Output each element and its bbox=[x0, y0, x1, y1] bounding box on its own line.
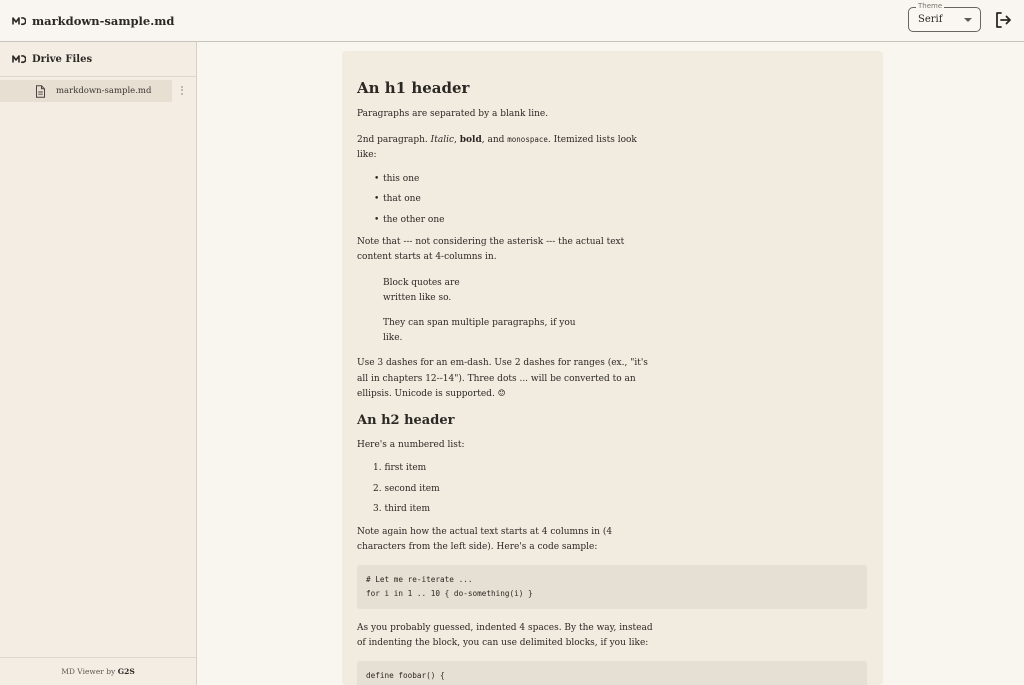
sidebar-title: Drive Files bbox=[32, 53, 93, 65]
document-icon bbox=[35, 85, 46, 98]
md-logo-icon bbox=[12, 16, 26, 26]
list-item: 1. first item bbox=[373, 463, 427, 474]
sidebar-item-markdown-sample[interactable] bbox=[0, 80, 172, 102]
sidebar bbox=[0, 42, 197, 685]
paragraph-3: Note that --- not considering the asterisk --- the actual text content starts at 4-columns in. bbox=[357, 237, 625, 263]
quote-paragraph: They can span multiple paragraphs, if you like. bbox=[383, 317, 576, 344]
paragraph-1: Paragraphs are separated by a blank line. bbox=[357, 109, 549, 119]
list-item: • this one bbox=[383, 174, 868, 184]
sidebar-header bbox=[0, 42, 196, 77]
footer-brand: G2S bbox=[117, 667, 135, 676]
list-item: • the other one bbox=[383, 215, 868, 225]
top-bar bbox=[0, 0, 1024, 42]
quote-paragraph: Block quotes are written like so. bbox=[383, 277, 460, 303]
list-item: 2. second item bbox=[373, 483, 440, 494]
code-block: define foobar() { bbox=[357, 661, 867, 685]
sidebar-footer bbox=[0, 657, 196, 685]
paragraph-5: Here's a numbered list: bbox=[357, 439, 465, 450]
more-vertical-icon[interactable] bbox=[179, 84, 185, 98]
chevron-down-icon bbox=[964, 18, 972, 22]
list-item: 3. third item bbox=[373, 504, 431, 515]
bold-text: bold bbox=[459, 135, 482, 146]
paragraph-4: Use 3 dashes for an em-dash. Use 2 dashes for ranges (ex., "it's all in chapters 12--14"). Three dots ... will be converted to an ellipsis. Unicode is supported. ☺ bbox=[357, 358, 648, 399]
footer-text: MD Viewer by bbox=[61, 667, 116, 676]
file-name: markdown-sample.md bbox=[56, 86, 152, 96]
markdown-document bbox=[342, 51, 883, 685]
logout-icon bbox=[993, 10, 1013, 30]
list-item: • that one bbox=[383, 194, 868, 204]
document-h1: An h1 header bbox=[357, 79, 470, 97]
theme-value: Serif bbox=[918, 14, 943, 25]
bullet-list bbox=[357, 174, 868, 225]
paragraph-7: As you probably guessed, indented 4 spaces. By the way, instead of indenting the block, you can use delimited blocks, if you like: bbox=[357, 623, 653, 649]
monospace-text: monospace bbox=[507, 135, 548, 145]
italic-text: Italic bbox=[430, 135, 454, 146]
paragraph-2: 2nd paragraph. Italic, bold, and monospace. Itemized lists look like: bbox=[357, 135, 637, 161]
numbered-list bbox=[357, 463, 868, 514]
logout-button[interactable] bbox=[993, 10, 1013, 30]
app-title: markdown-sample.md bbox=[32, 13, 175, 28]
md-logo-icon bbox=[12, 54, 26, 64]
paragraph-6: Note again how the actual text starts at 4 columns in (4 characters from the left side). Here's a code sample: bbox=[357, 526, 613, 552]
theme-select[interactable] bbox=[908, 2, 981, 32]
theme-label: Theme bbox=[918, 2, 943, 10]
code-block: # Let me re-iterate ... for i in 1 .. 10 { do-something(i) } bbox=[357, 565, 867, 609]
document-h2: An h2 header bbox=[357, 412, 455, 428]
blockquote bbox=[357, 276, 868, 347]
